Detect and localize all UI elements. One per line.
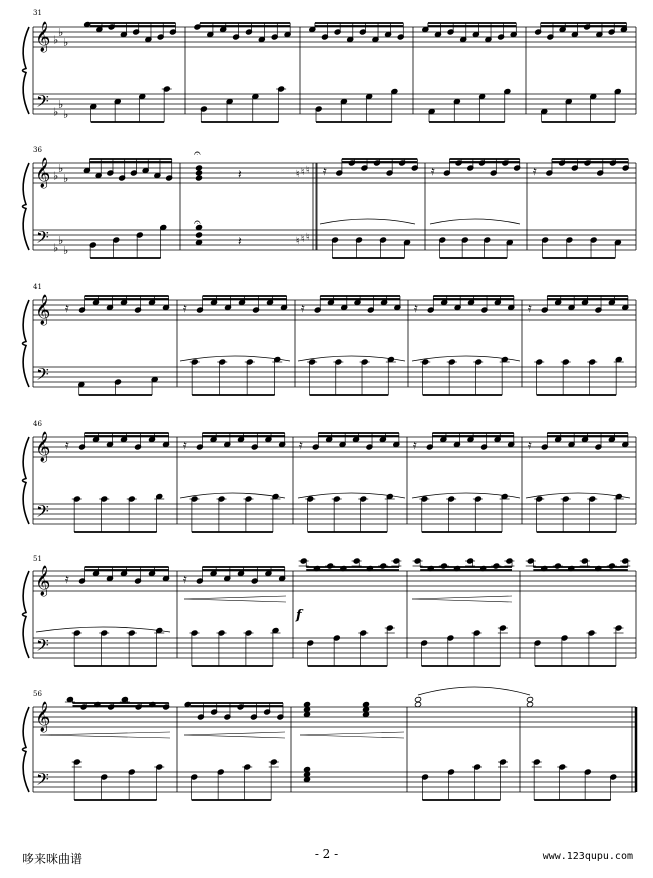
sixteenth-rest: 𝄿	[183, 438, 187, 452]
chord-notehead	[195, 232, 202, 238]
treble-clef: 𝄞	[35, 566, 51, 596]
fermata: 𝄐	[194, 215, 201, 229]
key-flat: ♭	[58, 162, 64, 175]
page-number: - 2 -	[314, 847, 339, 861]
sixteenth-rest: 𝄿	[414, 301, 418, 315]
bass-clef: 𝄢	[36, 501, 49, 525]
sixteenth-rest: 𝄿	[413, 438, 417, 452]
bass-clef: 𝄢	[36, 91, 49, 115]
treble-clef: 𝄞	[35, 22, 51, 52]
key-natural: ♮	[296, 236, 300, 247]
system-brace	[23, 571, 30, 658]
hairpin-line	[184, 735, 285, 738]
key-flat: ♭	[63, 172, 69, 185]
dynamic-forte: f	[296, 608, 302, 623]
chord-notehead	[195, 170, 202, 176]
sixteenth-rest: 𝄿	[431, 164, 435, 178]
system-brace	[23, 163, 30, 250]
hairpin-line	[184, 732, 285, 735]
sixteenth-rest: 𝄿	[65, 438, 69, 452]
key-flat: ♭	[53, 105, 59, 119]
key-natural: ♮	[306, 232, 310, 243]
bass-clef: 𝄢	[36, 364, 49, 388]
sixteenth-rest: 𝄿	[533, 164, 537, 178]
hairpin-line	[412, 596, 512, 599]
hairpin-line	[40, 732, 170, 735]
hairpin-line	[412, 599, 512, 602]
hairpin-line	[300, 735, 404, 738]
sixteenth-rest: 𝄿	[299, 438, 303, 452]
sixteenth-rest: 𝄿	[301, 301, 305, 315]
hairpin-line	[300, 732, 404, 735]
treble-clef: 𝄞	[35, 295, 51, 325]
key-flat: ♭	[53, 241, 59, 255]
key-natural: ♮	[306, 165, 310, 176]
measure-number: 36	[33, 146, 42, 154]
quarter-rest: 𝄽	[238, 167, 242, 181]
bass-clef: 𝄢	[36, 769, 49, 793]
slur-arc	[320, 219, 415, 224]
footer-url: www.123qupu.com	[542, 851, 633, 862]
key-flat: ♭	[53, 33, 59, 47]
chord-notehead	[195, 165, 202, 171]
system-brace	[23, 707, 30, 792]
key-flat: ♭	[63, 108, 69, 121]
bass-clef: 𝄢	[36, 227, 49, 251]
measure-number: 41	[33, 283, 42, 291]
system-brace	[23, 437, 30, 524]
sixteenth-rest: 𝄿	[183, 301, 187, 315]
key-flat: ♭	[58, 234, 64, 247]
key-natural: ♮	[301, 167, 305, 178]
key-natural: ♮	[296, 169, 300, 180]
hairpin-line	[184, 596, 286, 599]
sixteenth-rest: 𝄿	[528, 438, 532, 452]
slur-arc	[430, 219, 520, 224]
measure-number: 56	[33, 690, 42, 698]
key-flat: ♭	[63, 36, 69, 49]
whole-note	[414, 696, 421, 702]
whole-note	[526, 696, 533, 702]
system-brace	[23, 300, 30, 387]
sixteenth-rest: 𝄿	[528, 301, 532, 315]
hairpin-line	[184, 599, 286, 602]
sixteenth-rest: 𝄿	[183, 572, 187, 586]
quarter-rest: 𝄽	[238, 234, 242, 248]
sixteenth-rest: 𝄿	[65, 301, 69, 315]
key-flat: ♭	[63, 244, 69, 257]
measure-number: 51	[33, 555, 42, 563]
key-natural: ♮	[301, 234, 305, 245]
measure-number: 31	[33, 9, 42, 17]
sixteenth-rest: 𝄿	[323, 164, 327, 178]
footer-site-name: 哆来咪曲谱	[22, 852, 83, 866]
measure-number: 46	[33, 420, 42, 428]
fermata: 𝄐	[194, 146, 201, 160]
hairpin-line	[40, 735, 170, 738]
key-flat: ♭	[53, 169, 59, 183]
sixteenth-rest: 𝄿	[65, 572, 69, 586]
tie-arc	[418, 687, 530, 695]
key-flat: ♭	[58, 98, 64, 111]
bass-clef: 𝄢	[36, 635, 49, 659]
treble-clef: 𝄞	[35, 702, 51, 732]
chord-notehead	[195, 175, 202, 181]
treble-clef: 𝄞	[35, 158, 51, 188]
treble-clef: 𝄞	[35, 432, 51, 462]
system-brace	[23, 27, 30, 114]
key-flat: ♭	[58, 26, 64, 39]
